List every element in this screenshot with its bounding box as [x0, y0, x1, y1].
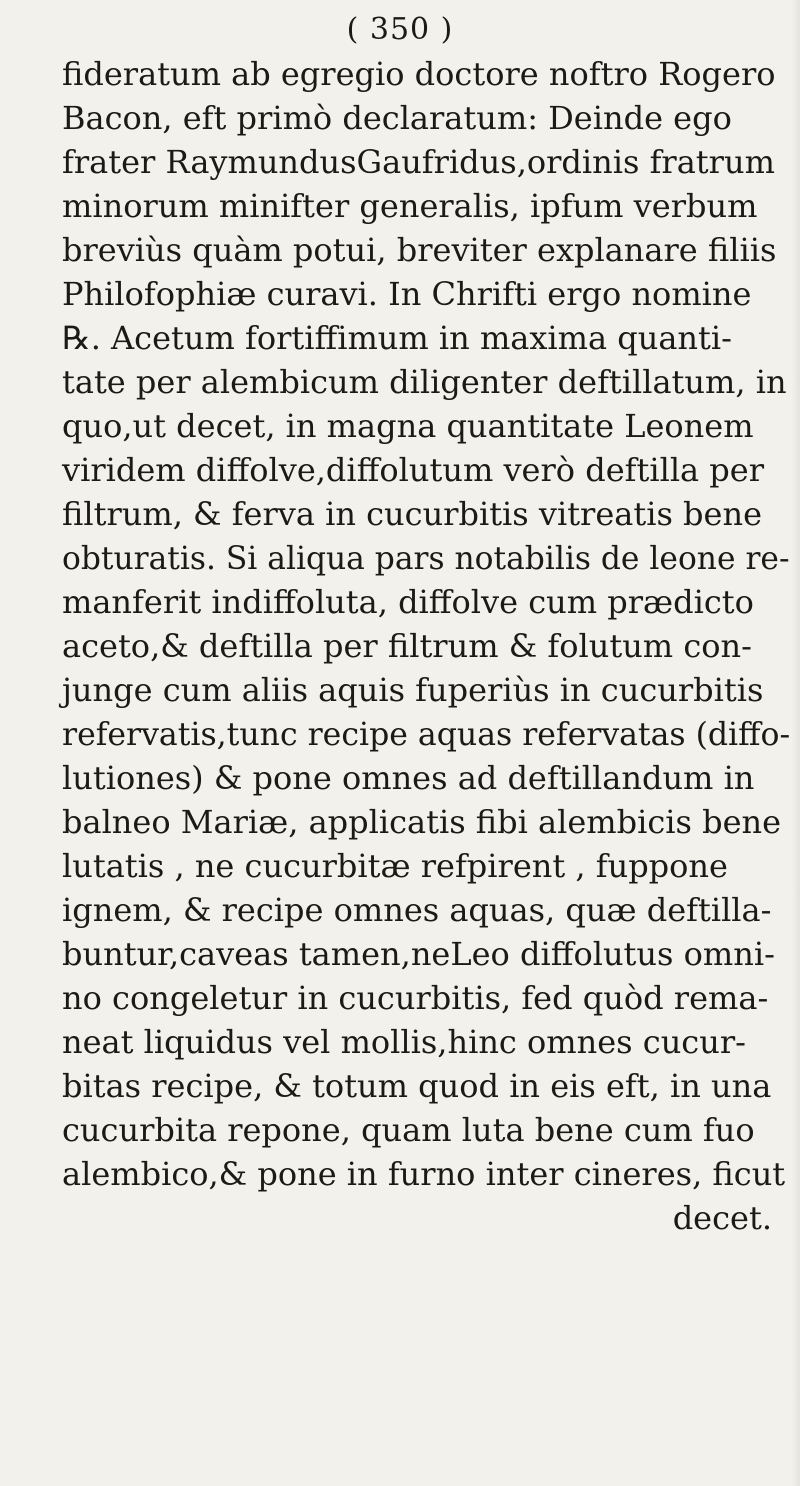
- text-line: minorum minifter generalis, ipfum verbum: [62, 187, 758, 225]
- text-line: aceto,& deftilla per filtrum & folutum con-: [62, 627, 752, 665]
- body-text: [62, 52, 790, 1240]
- text-line: obturatis. Si aliqua pars notabilis de leone re-: [62, 539, 790, 577]
- text-line: bitas recipe, & totum quod in eis eft, in una: [62, 1067, 772, 1105]
- page-edge-shadow: [792, 0, 800, 1486]
- text-line: Philofophiæ curavi. In Chrifti ergo nomine: [62, 275, 752, 313]
- text-line: refervatis,tunc recipe aquas refervatas (diffo-: [62, 715, 791, 753]
- text-line: lutiones) & pone omnes ad deftillandum in: [62, 759, 755, 797]
- text-line: manferit indiffoluta, diffolve cum prædicto: [62, 583, 754, 621]
- text-line: fideratum ab egregio doctore noftro Rogero: [62, 55, 776, 93]
- text-line: viridem diffolve,diffolutum verò deftilla per: [62, 451, 765, 489]
- text-line: quo,ut decet, in magna quantitate Leonem: [62, 407, 754, 445]
- text-line: filtrum, & ferva in cucurbitis vitreatis bene: [62, 495, 763, 533]
- text-line: no congeletur in cucurbitis, fed quòd rema-: [62, 979, 769, 1017]
- text-line: buntur,caveas tamen,neLeo diffolutus omni-: [62, 935, 775, 973]
- text-line: Bacon, eft primò declaratum: Deinde ego: [62, 99, 732, 137]
- text-line: ℞. Acetum fortiffimum in maxima quanti-: [62, 319, 732, 357]
- text-line: lutatis , ne cucurbitæ refpirent , fuppone: [62, 847, 728, 885]
- text-line: frater RaymundusGaufridus,ordinis fratrum: [62, 143, 775, 181]
- text-line: balneo Mariæ, applicatis fibi alembicis bene: [62, 803, 782, 841]
- text-line: neat liquidus vel mollis,hinc omnes cucur-: [62, 1023, 746, 1061]
- text-line: cucurbita repone, quam luta bene cum fuo: [62, 1111, 755, 1149]
- text-line: breviùs quàm potui, breviter explanare filiis: [62, 231, 777, 269]
- text-line: ignem, & recipe omnes aquas, quæ deftilla-: [62, 891, 772, 929]
- text-line: junge cum aliis aquis fuperiùs in cucurbitis: [62, 671, 764, 709]
- text-line-final: decet.: [672, 1199, 772, 1237]
- text-line: tate per alembicum diligenter deftillatum, in: [62, 363, 787, 401]
- text-line: alembico,& pone in furno inter cineres, ficut: [62, 1155, 786, 1193]
- page-number: ( 350 ): [346, 12, 454, 47]
